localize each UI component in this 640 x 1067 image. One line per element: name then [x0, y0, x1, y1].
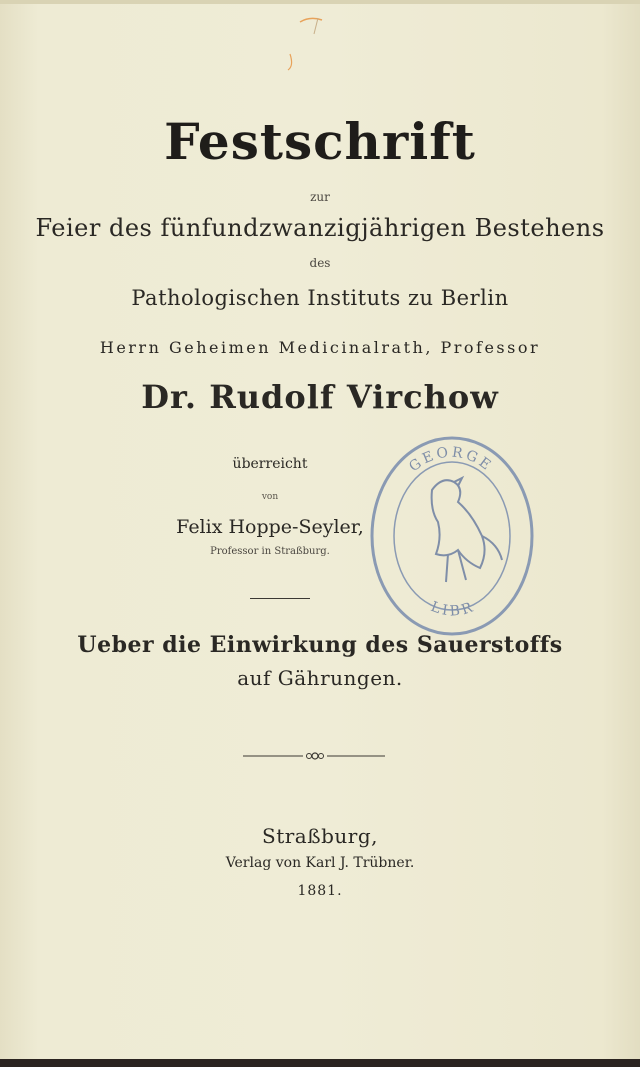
- year: 1881.: [297, 883, 343, 899]
- subtitle-line2: auf Gährungen.: [237, 666, 403, 690]
- author-name: Felix Hoppe-Seyler,: [176, 516, 364, 538]
- pencil-mark-icon: [270, 14, 350, 74]
- eagle-icon: [432, 478, 502, 582]
- subtitle-line1: Ueber die Einwirkung des Sauerstoffs: [77, 632, 563, 658]
- page-top-edge: [0, 0, 640, 4]
- honoree-name: Dr. Rudolf Virchow: [141, 378, 499, 416]
- svg-text:LIBR: [429, 599, 478, 620]
- page-bottom-edge: [0, 1059, 640, 1067]
- von-label: von: [261, 492, 279, 502]
- author-title: Professor in Straßburg.: [210, 546, 330, 557]
- city: Straßburg,: [262, 824, 378, 848]
- short-rule: [250, 598, 310, 599]
- publisher: Verlag von Karl J. Trübner.: [225, 855, 415, 871]
- svg-text:GEORGE: [406, 444, 496, 475]
- stamp-top-text: GEORGE: [406, 444, 496, 476]
- title: Festschrift: [164, 112, 476, 171]
- line-des: des: [309, 256, 331, 270]
- ueberreicht-label: überreicht: [232, 456, 308, 472]
- library-stamp: [362, 418, 540, 636]
- institut-line: Pathologischen Instituts zu Berlin: [131, 286, 509, 310]
- stamp-bottom-text: LIBR: [428, 598, 478, 620]
- line-zur: zur: [310, 190, 330, 204]
- herrn-line: Herrn Geheimen Medicinalrath, Professor: [99, 338, 541, 357]
- ornament-divider: [243, 752, 385, 760]
- feier-line: Feier des fünfundzwanzigjährigen Bestehens: [35, 214, 605, 242]
